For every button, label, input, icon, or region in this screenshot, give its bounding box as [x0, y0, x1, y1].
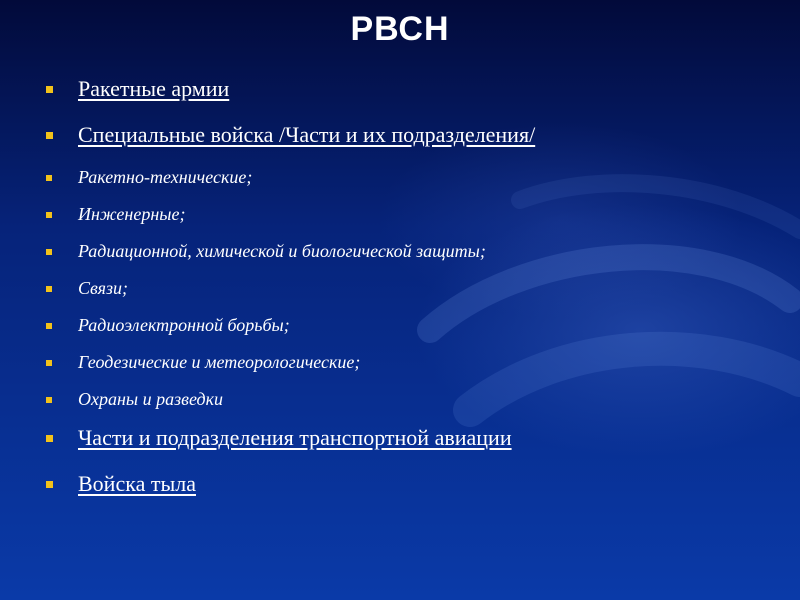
list-item-text: Ракетные армии [78, 76, 230, 101]
list-item [46, 203, 766, 225]
list-item-text: Части и подразделения транспортной авиации [78, 425, 512, 450]
yellow-square-bullet-icon [46, 435, 53, 442]
yellow-square-bullet-icon [46, 481, 53, 488]
list-item-text: Специальные войска /Части и их подразделения/ [78, 122, 536, 147]
yellow-square-bullet-icon [46, 360, 52, 366]
yellow-square-bullet-icon [46, 249, 52, 255]
yellow-square-bullet-icon [46, 175, 52, 181]
yellow-square-bullet-icon [46, 86, 53, 93]
list-item [46, 471, 766, 497]
list-item [46, 425, 766, 451]
list-item [46, 166, 766, 188]
yellow-square-bullet-icon [46, 212, 52, 218]
slide-title: РВСН [350, 10, 450, 48]
list-item-text: Инженерные; [78, 204, 186, 224]
list-item [46, 76, 766, 102]
list-item-text: Геодезические и метеорологические; [78, 352, 361, 372]
list-item-text: Ракетно-технические; [78, 167, 253, 187]
yellow-square-bullet-icon [46, 397, 52, 403]
list-item [46, 277, 766, 299]
list-item [46, 351, 766, 373]
list-item [46, 314, 766, 336]
bullet-list [46, 76, 766, 517]
list-item-text: Войска тыла [78, 471, 196, 496]
list-item-text: Радиационной, химической и биологической защиты; [78, 241, 486, 261]
yellow-square-bullet-icon [46, 323, 52, 329]
list-item-text: Радиоэлектронной борьбы; [78, 315, 290, 335]
list-item-text: Охраны и разведки [78, 389, 224, 409]
yellow-square-bullet-icon [46, 286, 52, 292]
list-item [46, 122, 766, 148]
yellow-square-bullet-icon [46, 132, 53, 139]
list-item-text: Связи; [78, 278, 128, 298]
list-item [46, 240, 766, 262]
list-item [46, 388, 766, 410]
